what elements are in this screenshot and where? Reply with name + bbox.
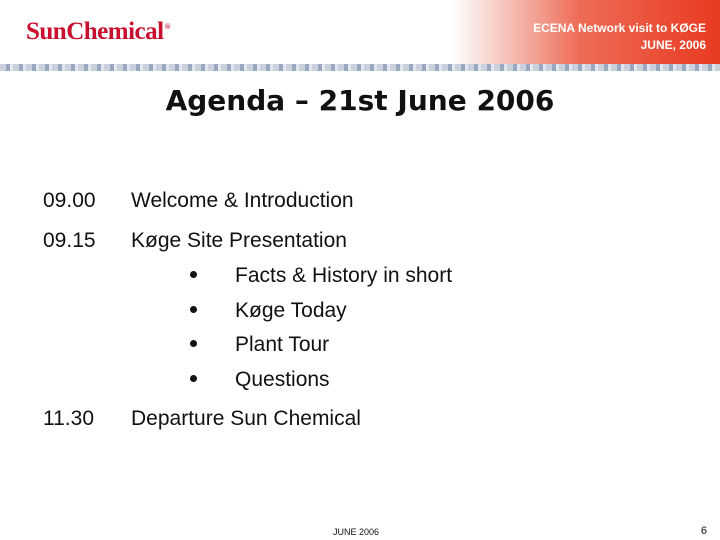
header-event-text	[533, 20, 706, 54]
header-event-line2: JUNE, 2006	[640, 38, 706, 52]
agenda-item: Welcome & Introduction	[131, 189, 354, 212]
agenda-subitem	[190, 299, 347, 323]
agenda-subitem-text: Questions	[235, 368, 330, 391]
bullet-icon	[190, 375, 197, 382]
agenda-row	[43, 407, 361, 431]
page-number: 6	[700, 525, 707, 537]
agenda-item: Køge Site Presentation	[131, 229, 347, 252]
agenda-subitem-text: Facts & History in short	[235, 264, 453, 287]
header-band	[452, 0, 720, 64]
agenda-subitem	[190, 368, 330, 392]
header-event-line1: ECENA Network visit to KØGE	[533, 21, 706, 35]
bullet-icon	[190, 271, 197, 278]
bullet-icon	[190, 340, 197, 347]
agenda-item: Departure Sun Chemical	[131, 407, 361, 430]
bullet-icon	[190, 306, 197, 313]
agenda-subitem-text: Plant Tour	[235, 333, 330, 356]
logo-registered-mark: ®	[164, 22, 171, 31]
agenda-time: 09.00	[43, 189, 96, 212]
logo-text: SunChemical	[26, 18, 164, 45]
agenda-subitem-text: Køge Today	[235, 299, 347, 322]
agenda-subitem	[190, 333, 329, 357]
slide-title: Agenda – 21st June 2006	[165, 84, 555, 117]
footer-date: JUNE 2006	[333, 527, 380, 537]
sun-chemical-logo	[26, 18, 170, 46]
agenda-row	[43, 229, 347, 253]
agenda-time: 11.30	[43, 407, 94, 430]
agenda-subitem	[190, 264, 452, 288]
agenda-time: 09.15	[43, 229, 96, 252]
header-stripe	[0, 64, 720, 71]
agenda-row	[43, 189, 354, 213]
